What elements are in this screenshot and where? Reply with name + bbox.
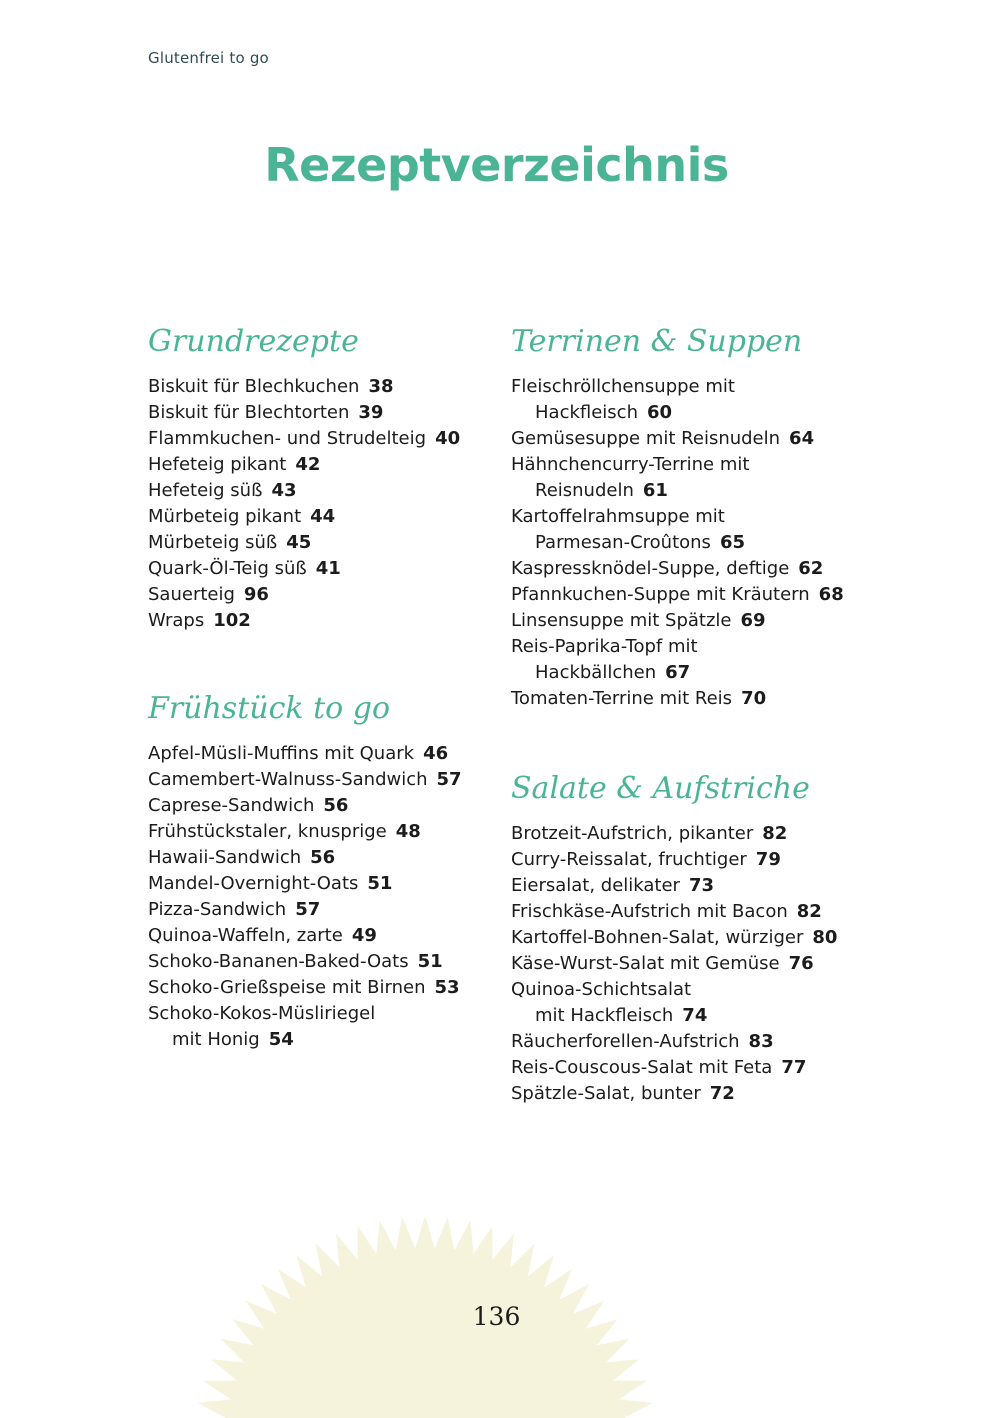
entry-title: Mürbeteig süß [148, 532, 278, 553]
entry-page-number: 96 [243, 584, 269, 605]
index-entry [148, 478, 508, 504]
entry-title: Biskuit für Blechkuchen [148, 376, 360, 397]
entry-title: Linsensuppe mit Spätzle [511, 610, 732, 631]
entry-title: Schoko-Bananen-Baked-Oats [148, 951, 409, 972]
left-column [148, 322, 508, 1053]
page-number: 136 [472, 1302, 521, 1331]
entry-title: Hefeteig pikant [148, 454, 287, 475]
entry-title: Mürbeteig pikant [148, 506, 302, 527]
entry-page-number: 62 [798, 558, 824, 579]
entry-title: Brotzeit-Aufstrich, pikanter [511, 823, 754, 844]
index-entry [148, 845, 508, 871]
index-entry [148, 608, 508, 634]
index-entry [148, 1001, 508, 1053]
index-entry [511, 899, 871, 925]
index-entry [148, 767, 508, 793]
entry-page-number: 48 [395, 821, 421, 842]
index-entry [511, 977, 871, 1029]
entry-page-number: 73 [688, 875, 715, 896]
entry-title: Eiersalat, delikater [511, 875, 680, 896]
entry-page-number: 80 [812, 927, 838, 948]
index-entry [148, 819, 508, 845]
entry-title: Flammkuchen- und Strudelteig [148, 428, 427, 449]
entry-page-number: 57 [436, 769, 462, 790]
entry-page-number: 43 [271, 480, 297, 501]
entry-page-number: 72 [709, 1083, 735, 1104]
entry-list [511, 374, 871, 712]
entry-page-number: 46 [423, 743, 449, 764]
section-terrinen [511, 322, 871, 712]
entry-title: Quark-Öl-Teig süß [148, 558, 307, 579]
entry-page-number: 65 [719, 532, 745, 553]
entry-page-number: 82 [762, 823, 788, 844]
entry-page-number: 39 [358, 402, 384, 423]
entry-title: mit Hackfleisch [535, 1005, 674, 1026]
index-entry [148, 871, 508, 897]
entry-page-number: 68 [818, 584, 844, 605]
index-entry [511, 1055, 871, 1081]
index-entry [511, 504, 871, 556]
index-entry [148, 582, 508, 608]
entry-page-number: 40 [435, 428, 461, 449]
section-salate [511, 769, 871, 1107]
entry-page-number: 74 [682, 1005, 708, 1026]
index-entry [148, 530, 508, 556]
index-entry [148, 923, 508, 949]
index-entry [511, 426, 871, 452]
index-entry [148, 975, 508, 1001]
index-entry [148, 741, 508, 767]
entry-title: Parmesan-Croûtons [535, 532, 711, 553]
entry-title: Kartoffel-Bohnen-Salat, würziger [511, 927, 804, 948]
index-entry [148, 374, 508, 400]
entry-list [148, 374, 508, 634]
entry-page-number: 79 [755, 849, 781, 870]
entry-title: Quinoa-Schichtsalat [511, 979, 692, 1000]
entry-title: Tomaten-Terrine mit Reis [511, 688, 733, 709]
entry-title: Apfel-Müsli-Muffins mit Quark [148, 743, 415, 764]
entry-page-number: 77 [781, 1057, 807, 1078]
index-entry [148, 897, 508, 923]
entry-page-number: 83 [748, 1031, 774, 1052]
index-entry [148, 556, 508, 582]
running-head: Glutenfrei to go [148, 49, 269, 67]
index-entry [511, 821, 871, 847]
index-entry [511, 873, 871, 899]
index-entry [511, 582, 871, 608]
entry-page-number: 49 [351, 925, 377, 946]
index-entry [511, 374, 871, 426]
index-entry [511, 556, 871, 582]
index-entry [511, 608, 871, 634]
entry-title: Hawaii-Sandwich [148, 847, 302, 868]
index-entry [148, 504, 508, 530]
entry-title: Pfannkuchen-Suppe mit Kräutern [511, 584, 810, 605]
entry-page-number: 57 [295, 899, 321, 920]
index-entry [511, 847, 871, 873]
entry-page-number: 102 [213, 610, 251, 631]
entry-title: Käse-Wurst-Salat mit Gemüse [511, 953, 780, 974]
entry-page-number: 56 [310, 847, 336, 868]
entry-title: Hefeteig süß [148, 480, 263, 501]
index-entry [511, 1081, 871, 1107]
index-entry [511, 452, 871, 504]
entry-list [148, 741, 508, 1053]
section-heading: Salate & Aufstriche [511, 771, 810, 806]
entry-title: Gemüsesuppe mit Reisnudeln [511, 428, 781, 449]
entry-title: Wraps [148, 610, 205, 631]
entry-page-number: 44 [310, 506, 336, 527]
index-entry [148, 452, 508, 478]
entry-page-number: 69 [740, 610, 766, 631]
entry-page-number: 41 [315, 558, 341, 579]
entry-page-number: 51 [417, 951, 443, 972]
entry-title: Reis-Paprika-Topf mit [511, 636, 698, 657]
index-entry [148, 949, 508, 975]
entry-page-number: 53 [434, 977, 460, 998]
entry-title: mit Honig [172, 1029, 260, 1050]
entry-title: Kartoffelrahmsuppe mit [511, 506, 725, 527]
entry-title: Kaspressknödel-Suppe, deftige [511, 558, 790, 579]
entry-title: Schoko-Kokos-Müsliriegel [148, 1003, 376, 1024]
entry-title: Biskuit für Blechtorten [148, 402, 350, 423]
section-grundrezepte [148, 322, 508, 634]
page-title: Rezeptverzeichnis [264, 138, 729, 192]
entry-title: Pizza-Sandwich [148, 899, 287, 920]
index-entry [148, 426, 508, 452]
index-entry [511, 1029, 871, 1055]
entry-title: Frühstückstaler, knusprige [148, 821, 387, 842]
entry-title: Quinoa-Waffeln, zarte [148, 925, 343, 946]
entry-title: Hähnchencurry-Terrine mit [511, 454, 750, 475]
section-heading: Grundrezepte [148, 324, 359, 359]
entry-title: Mandel-Overnight-Oats [148, 873, 359, 894]
entry-page-number: 42 [295, 454, 321, 475]
entry-page-number: 38 [368, 376, 394, 397]
entry-page-number: 67 [665, 662, 691, 683]
index-entry [148, 400, 508, 426]
entry-title: Reis-Couscous-Salat mit Feta [511, 1057, 773, 1078]
index-entry [511, 951, 871, 977]
entry-page-number: 60 [646, 402, 673, 423]
entry-page-number: 70 [741, 688, 767, 709]
index-entry [511, 925, 871, 951]
entry-page-number: 54 [268, 1029, 294, 1050]
entry-title: Camembert-Walnuss-Sandwich [148, 769, 428, 790]
index-entry [148, 793, 508, 819]
entry-title: Reisnudeln [535, 480, 634, 501]
section-heading: Terrinen & Suppen [511, 324, 803, 359]
entry-page-number: 82 [796, 901, 822, 922]
entry-page-number: 64 [789, 428, 815, 449]
entry-page-number: 56 [323, 795, 349, 816]
entry-list [511, 821, 871, 1107]
section-heading: Frühstück to go [148, 691, 391, 726]
entry-title: Schoko-Grießspeise mit Birnen [148, 977, 426, 998]
index-entry [511, 686, 871, 712]
entry-page-number: 51 [367, 873, 393, 894]
entry-title: Frischkäse-Aufstrich mit Bacon [511, 901, 788, 922]
index-entry [511, 634, 871, 686]
entry-page-number: 76 [788, 953, 814, 974]
entry-title: Hackfleisch [535, 402, 638, 423]
entry-title: Hackbällchen [535, 662, 657, 683]
entry-title: Fleischröllchensuppe mit [511, 376, 735, 397]
entry-title: Spätzle-Salat, bunter [511, 1083, 701, 1104]
entry-title: Caprese-Sandwich [148, 795, 315, 816]
entry-title: Curry-Reissalat, fruchtiger [511, 849, 747, 870]
right-column [511, 322, 871, 1107]
entry-title: Räucherforellen-Aufstrich [511, 1031, 740, 1052]
entry-page-number: 61 [642, 480, 668, 501]
entry-title: Sauerteig [148, 584, 235, 605]
entry-page-number: 45 [286, 532, 312, 553]
section-fruehstueck [148, 689, 508, 1053]
